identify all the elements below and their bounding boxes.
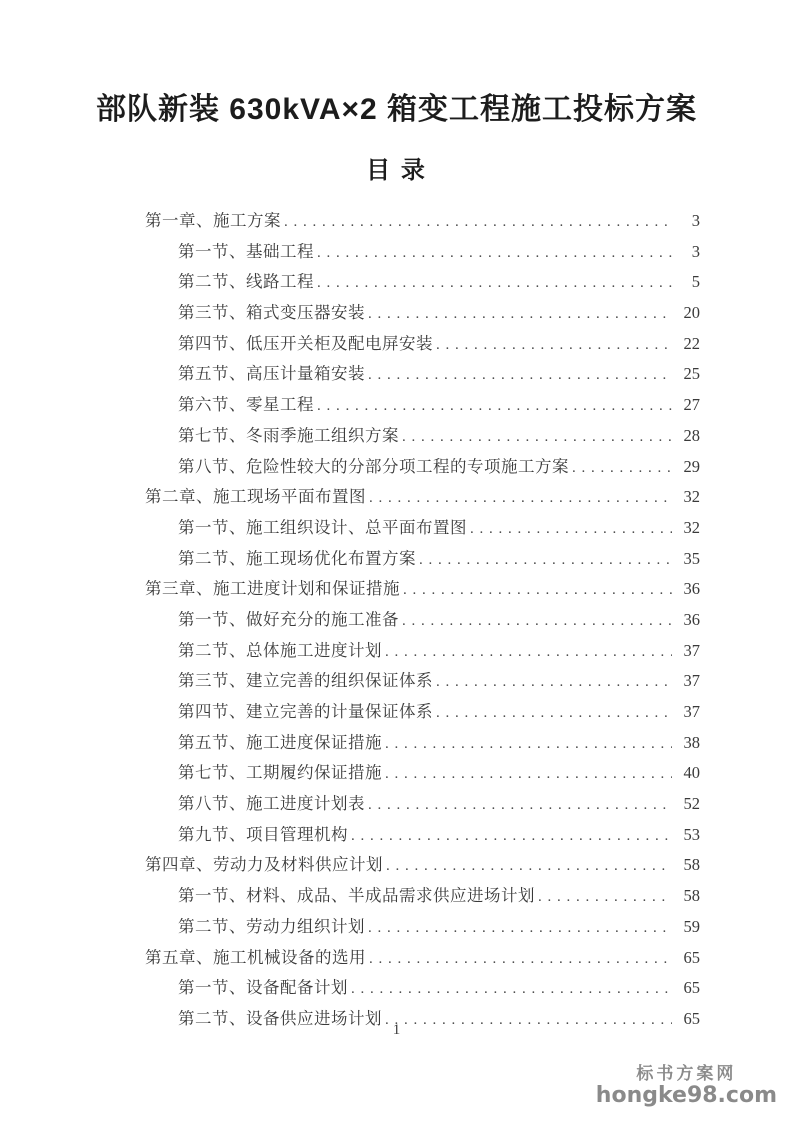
- toc-entry-page-number: 32: [683, 487, 700, 507]
- toc-entry-label: 第四章、劳动力及材料供应计划: [145, 855, 383, 875]
- toc-entry-label: 第八节、危险性较大的分部分项工程的专项施工方案: [178, 456, 569, 476]
- toc-entry-label: 第二节、设备供应进场计划: [178, 1008, 382, 1028]
- toc-entry-page-number: 37: [683, 671, 700, 691]
- toc-entry[interactable]: [145, 207, 700, 238]
- toc-dot-leader: [368, 794, 672, 814]
- toc-entry-page-number: 29: [683, 456, 700, 476]
- toc-entry-label: 第三章、施工进度计划和保证措施: [145, 579, 400, 599]
- toc-dot-leader: [436, 671, 672, 691]
- toc-entry[interactable]: [145, 882, 700, 913]
- toc-entry-page-number: 27: [683, 395, 700, 415]
- watermark: [596, 1065, 777, 1108]
- toc-entry-page-number: 28: [683, 425, 700, 445]
- toc-entry[interactable]: [145, 667, 700, 698]
- toc-entry-label: 第五节、高压计量箱安装: [178, 364, 365, 384]
- toc-entry[interactable]: [145, 299, 700, 330]
- watermark-site-name: 标书方案网: [636, 1064, 737, 1084]
- toc-entry-label: 第三节、建立完善的组织保证体系: [178, 671, 433, 691]
- toc-entry[interactable]: [145, 729, 700, 760]
- toc-entry-label: 第五节、施工进度保证措施: [178, 732, 382, 752]
- toc-dot-leader: [317, 272, 672, 292]
- toc-entry-page-number: 22: [683, 333, 700, 353]
- toc-entry[interactable]: [145, 360, 700, 391]
- toc-entry-page-number: 65: [683, 978, 700, 998]
- toc-entry-label: 第二节、施工现场优化布置方案: [178, 548, 416, 568]
- toc-entry[interactable]: [145, 514, 700, 545]
- toc-entry-label: 第四节、建立完善的计量保证体系: [178, 702, 433, 721]
- toc-entry-page-number: 36: [683, 579, 700, 599]
- toc-entry-page-number: 59: [683, 916, 700, 936]
- toc-entry-label: 第一节、做好充分的施工准备: [178, 609, 399, 629]
- toc-entry-label: 第七节、冬雨季施工组织方案: [178, 425, 399, 445]
- toc-entry-page-number: 36: [683, 609, 700, 629]
- toc-entry[interactable]: [145, 637, 700, 668]
- document-title: 部队新装 630kVA×2 箱变工程施工投标方案: [95, 93, 698, 126]
- toc-dot-leader: [436, 334, 672, 354]
- watermark-site-url: hongke98.com: [595, 1082, 777, 1108]
- toc-entry[interactable]: [145, 330, 700, 361]
- toc-dot-leader: [369, 948, 672, 968]
- toc-dot-leader: [436, 702, 672, 722]
- toc-entry[interactable]: [145, 268, 700, 299]
- toc-list: [0, 207, 793, 1036]
- toc-entry[interactable]: [145, 545, 700, 576]
- toc-entry-label: 第二节、线路工程: [178, 272, 314, 292]
- toc-entry-page-number: 65: [683, 1008, 700, 1028]
- toc-dot-leader: [368, 364, 672, 384]
- toc-entry[interactable]: [145, 821, 700, 852]
- toc-entry-page-number: 37: [683, 702, 700, 721]
- toc-entry[interactable]: [145, 790, 700, 821]
- toc-heading: 目 录: [366, 157, 427, 184]
- toc-entry[interactable]: [145, 944, 700, 975]
- toc-dot-leader: [385, 763, 672, 783]
- toc-entry[interactable]: [145, 391, 700, 422]
- toc-entry-label: 第三节、箱式变压器安装: [178, 303, 365, 323]
- toc-entry-page-number: 58: [683, 855, 700, 875]
- toc-dot-leader: [470, 518, 672, 538]
- toc-entry[interactable]: [145, 606, 700, 637]
- toc-dot-leader: [317, 395, 672, 415]
- toc-entry-page-number: 40: [683, 763, 700, 783]
- toc-entry[interactable]: [145, 453, 700, 484]
- toc-entry-page-number: 20: [683, 303, 700, 323]
- toc-entry-label: 第二节、总体施工进度计划: [178, 640, 382, 660]
- toc-entry-label: 第一节、材料、成品、半成品需求供应进场计划: [178, 886, 535, 906]
- toc-dot-leader: [369, 487, 672, 507]
- toc-entry-page-number: 38: [683, 732, 700, 752]
- toc-dot-leader: [368, 303, 672, 323]
- toc-dot-leader: [351, 825, 672, 845]
- toc-entry-label: 第二节、劳动力组织计划: [178, 916, 365, 936]
- toc-entry-label: 第七节、工期履约保证措施: [178, 763, 382, 783]
- toc-entry-label: 第一节、基础工程: [178, 241, 314, 261]
- toc-dot-leader: [385, 641, 672, 661]
- toc-dot-leader: [538, 886, 672, 906]
- toc-dot-leader: [351, 978, 672, 998]
- toc-entry-label: 第八节、施工进度计划表: [178, 794, 365, 814]
- toc-entry-page-number: 37: [683, 640, 700, 660]
- toc-dot-leader: [403, 579, 672, 599]
- toc-dot-leader: [385, 733, 672, 753]
- toc-entry-page-number: 5: [691, 272, 700, 292]
- toc-entry[interactable]: [145, 913, 700, 944]
- toc-entry-label: 第五章、施工机械设备的选用: [145, 947, 366, 967]
- toc-entry-label: 第一章、施工方案: [145, 211, 281, 230]
- toc-entry[interactable]: [145, 759, 700, 790]
- toc-dot-leader: [284, 211, 672, 231]
- toc-entry-label: 第一节、设备配备计划: [178, 978, 348, 998]
- toc-entry-label: 第四节、低压开关柜及配电屏安装: [178, 333, 433, 353]
- toc-entry[interactable]: [145, 698, 700, 729]
- toc-entry-page-number: 52: [683, 794, 700, 814]
- toc-entry-label: 第二章、施工现场平面布置图: [145, 487, 366, 507]
- footer-page-number: 1: [392, 1022, 401, 1038]
- toc-entry-page-number: 35: [683, 548, 700, 568]
- toc-entry[interactable]: [145, 851, 700, 882]
- toc-dot-leader: [368, 917, 672, 937]
- toc-entry[interactable]: [145, 483, 700, 514]
- toc-entry-page-number: 25: [683, 364, 700, 384]
- toc-dot-leader: [402, 610, 672, 630]
- toc-entry-label: 第九节、项目管理机构: [178, 824, 348, 844]
- toc-entry-page-number: 3: [691, 241, 700, 261]
- toc-entry-page-number: 3: [691, 211, 700, 230]
- toc-dot-leader: [317, 242, 672, 262]
- toc-entry[interactable]: [145, 974, 700, 1005]
- toc-dot-leader: [386, 855, 672, 875]
- toc-entry-page-number: 58: [683, 886, 700, 906]
- toc-entry-label: 第六节、零星工程: [178, 395, 314, 415]
- toc-entry-page-number: 65: [683, 947, 700, 967]
- toc-entry-label: 第一节、施工组织设计、总平面布置图: [178, 517, 467, 537]
- toc-entry[interactable]: [145, 422, 700, 453]
- toc-entry[interactable]: [145, 575, 700, 606]
- toc-dot-leader: [572, 457, 672, 477]
- toc-entry-page-number: 32: [683, 517, 700, 537]
- toc-dot-leader: [419, 549, 672, 569]
- toc-dot-leader: [402, 426, 672, 446]
- toc-entry-page-number: 53: [683, 824, 700, 844]
- toc-entry[interactable]: [145, 238, 700, 269]
